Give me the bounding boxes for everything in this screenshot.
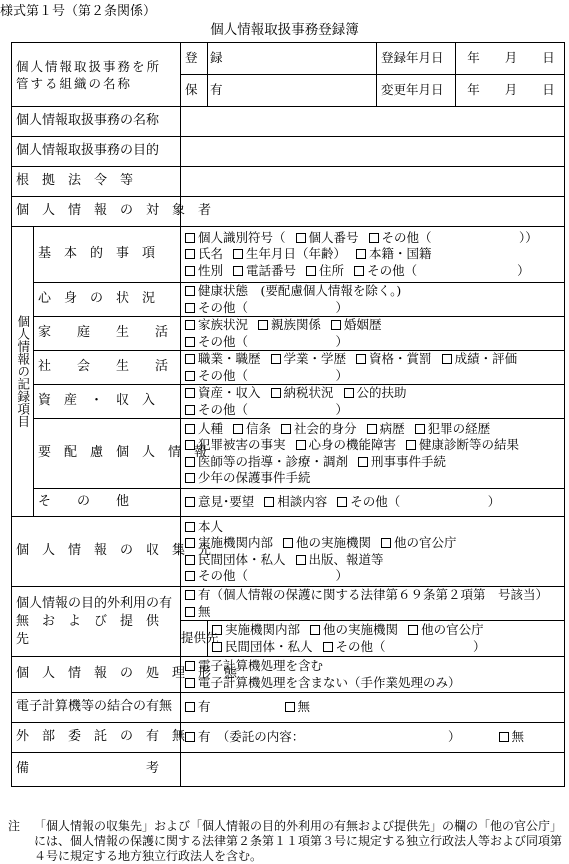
note-text: 「個人情報の収集先」および「個人情報の目的外利用の有無および提供先」の欄の「他の官公庁」には、個人情報の保護に関する法律第２条第１１項第３号に規定する独立行政法人等および同項第４号に規定する地方独立行政法人を含む。 bbox=[34, 819, 563, 863]
checkbox-icon[interactable] bbox=[185, 473, 195, 483]
law-field[interactable] bbox=[181, 167, 565, 197]
link-label: 電子計算機等の結合の有無 bbox=[12, 693, 181, 723]
option-line bbox=[185, 519, 562, 536]
family-label: 家 庭 生 活 bbox=[34, 317, 181, 351]
checkbox-label: その他（ ） bbox=[367, 262, 530, 278]
checkbox-icon[interactable] bbox=[233, 266, 243, 276]
collect-label: 個 人 情 報 の 収 集 先 bbox=[12, 517, 181, 587]
checkbox-icon[interactable] bbox=[233, 249, 243, 259]
checkbox-option[interactable] bbox=[185, 519, 223, 536]
checkbox-option[interactable] bbox=[442, 351, 518, 368]
checkbox-label: 他の官公庁 bbox=[421, 622, 484, 637]
checkbox-option[interactable] bbox=[185, 437, 286, 454]
org-name-label: 個人情報取扱事務を所管する組織の名称 bbox=[12, 43, 181, 107]
checkbox-label: 学業・学歴 bbox=[283, 351, 347, 366]
checkbox-icon[interactable] bbox=[185, 607, 195, 617]
remarks-field[interactable] bbox=[181, 753, 565, 787]
option-line bbox=[185, 230, 562, 247]
checkbox-option[interactable] bbox=[344, 385, 407, 402]
checkbox-option[interactable] bbox=[296, 552, 384, 569]
checkbox-option[interactable] bbox=[212, 622, 300, 639]
checkbox-option[interactable] bbox=[185, 385, 261, 402]
reg-date-field[interactable]: 年 月 日 bbox=[456, 43, 565, 75]
checkbox-icon[interactable] bbox=[185, 354, 195, 364]
checkbox-label: 個人識別符号（ bbox=[198, 229, 286, 245]
other-label: そ の 他 bbox=[34, 489, 181, 517]
checkbox-option[interactable] bbox=[185, 494, 254, 511]
checkbox-label: 本籍・国籍 bbox=[369, 246, 432, 262]
checkbox-option[interactable] bbox=[258, 317, 321, 334]
process-options[interactable] bbox=[181, 657, 565, 693]
checkbox-option[interactable] bbox=[337, 494, 500, 511]
checkbox-icon[interactable] bbox=[212, 625, 222, 635]
checkbox-icon[interactable] bbox=[367, 424, 377, 434]
checkbox-label: 電話番号 bbox=[246, 262, 297, 278]
checkbox-label: 氏名 bbox=[198, 246, 224, 262]
registry-table bbox=[11, 42, 565, 787]
checkbox-option[interactable] bbox=[185, 300, 348, 317]
checkbox-icon[interactable] bbox=[185, 249, 195, 259]
option-line bbox=[185, 283, 562, 300]
outsource-label: 外 部 委 託 の 有 無 bbox=[12, 723, 181, 753]
checkbox-icon[interactable] bbox=[185, 303, 195, 313]
work-name-field[interactable] bbox=[181, 107, 565, 137]
checkbox-label: 民間団体・私人 bbox=[225, 638, 313, 654]
checkbox-icon[interactable] bbox=[185, 457, 195, 467]
checkbox-label: 他の官公庁 bbox=[394, 535, 457, 550]
checkbox-icon[interactable] bbox=[331, 320, 341, 330]
checkbox-option[interactable] bbox=[185, 454, 348, 471]
checkbox-icon[interactable] bbox=[499, 732, 509, 742]
checkbox-option[interactable] bbox=[233, 421, 271, 438]
checkbox-icon[interactable] bbox=[306, 266, 316, 276]
checkbox-icon[interactable] bbox=[381, 538, 391, 548]
sensitive-options[interactable] bbox=[181, 419, 565, 489]
work-name-label: 個人情報取扱事務の名称 bbox=[12, 107, 181, 137]
other-options[interactable] bbox=[181, 489, 565, 517]
checkbox-icon[interactable] bbox=[408, 625, 418, 635]
checkbox-label: 社会的身分 bbox=[294, 420, 357, 436]
checkbox-icon[interactable] bbox=[281, 424, 291, 434]
checkbox-option[interactable] bbox=[408, 622, 484, 639]
checkbox-label: その他（ ） bbox=[198, 333, 349, 349]
checkbox-label: 他の実施機関 bbox=[296, 535, 372, 550]
checkbox-icon[interactable] bbox=[185, 661, 195, 671]
checkbox-option[interactable] bbox=[212, 639, 313, 656]
register-label: 登 録 bbox=[181, 43, 208, 75]
checkbox-option[interactable] bbox=[185, 675, 461, 692]
option-line bbox=[185, 300, 562, 317]
checkbox-label: 出版、報道等 bbox=[308, 551, 384, 567]
checkbox-icon[interactable] bbox=[356, 249, 366, 259]
checkbox-icon[interactable] bbox=[185, 266, 195, 276]
checkbox-icon[interactable] bbox=[185, 388, 195, 398]
option-line bbox=[185, 552, 562, 569]
checkbox-icon[interactable] bbox=[296, 233, 306, 243]
checkbox-icon[interactable] bbox=[185, 405, 195, 415]
reg-date-label: 登録年月日 bbox=[377, 43, 456, 75]
checkbox-label: 本人 bbox=[198, 518, 224, 534]
checkbox-option[interactable] bbox=[306, 263, 344, 280]
checkbox-label: その他（ ） bbox=[335, 638, 486, 654]
checkbox-icon[interactable] bbox=[185, 371, 195, 381]
checkbox-label: その他（ ）） bbox=[381, 229, 538, 245]
checkbox-option[interactable] bbox=[185, 368, 348, 385]
checkbox-icon[interactable] bbox=[283, 538, 293, 548]
checkbox-label: 家族状況 bbox=[198, 317, 249, 332]
checkbox-option[interactable] bbox=[185, 283, 401, 300]
option-line bbox=[212, 622, 562, 639]
checkbox-option[interactable] bbox=[185, 230, 286, 247]
checkbox-icon[interactable] bbox=[185, 590, 195, 600]
checkbox-icon[interactable] bbox=[296, 555, 306, 565]
checkbox-icon[interactable] bbox=[310, 625, 320, 635]
checkbox-option[interactable] bbox=[233, 246, 346, 263]
checkbox-icon[interactable] bbox=[185, 702, 195, 712]
checkbox-option[interactable] bbox=[283, 535, 371, 552]
checkbox-icon[interactable] bbox=[356, 354, 366, 364]
checkbox-option[interactable] bbox=[358, 454, 446, 471]
hold-label: 保 有 bbox=[181, 75, 208, 107]
checkbox-option[interactable] bbox=[354, 263, 530, 280]
register-field[interactable] bbox=[208, 43, 377, 75]
checkbox-label: その他（ ） bbox=[350, 494, 501, 510]
checkbox-icon[interactable] bbox=[185, 522, 195, 532]
remarks-label: 備 考 bbox=[12, 753, 181, 787]
provide-label: 提供先 bbox=[181, 621, 208, 657]
checkbox-label: 性別 bbox=[198, 262, 224, 278]
option-line bbox=[185, 675, 562, 692]
checkbox-icon[interactable] bbox=[185, 424, 195, 434]
option-line bbox=[185, 658, 562, 675]
work-purpose-field[interactable] bbox=[181, 137, 565, 167]
checkbox-icon[interactable] bbox=[369, 233, 379, 243]
checkbox-option[interactable] bbox=[271, 385, 334, 402]
checkbox-label: 電子計算機処理を含む bbox=[198, 658, 324, 673]
mind-label: 心 身 の 状 況 bbox=[34, 283, 181, 317]
checkbox-option[interactable] bbox=[185, 421, 223, 438]
checkbox-icon[interactable] bbox=[233, 424, 243, 434]
checkbox-icon[interactable] bbox=[354, 266, 364, 276]
link-options[interactable]: 有 無 bbox=[181, 693, 565, 723]
checkbox-icon[interactable] bbox=[185, 286, 195, 296]
checkbox-label: 住所 bbox=[319, 262, 345, 278]
footnote bbox=[8, 819, 564, 864]
checkbox-option[interactable] bbox=[296, 437, 397, 454]
checkbox-option[interactable] bbox=[185, 334, 348, 351]
option-line bbox=[212, 639, 562, 656]
checkbox-option[interactable] bbox=[233, 263, 296, 280]
checkbox-label: 意見･要望 bbox=[198, 494, 255, 510]
checkbox-option[interactable] bbox=[185, 317, 248, 334]
option-line bbox=[185, 470, 562, 487]
option-line bbox=[185, 535, 562, 552]
option-line bbox=[185, 385, 562, 402]
checkbox-option[interactable] bbox=[369, 230, 538, 247]
checkbox-option[interactable] bbox=[185, 535, 273, 552]
checkbox-label: 実施機関内部 bbox=[225, 622, 301, 637]
mind-options[interactable] bbox=[181, 283, 565, 317]
checkbox-icon[interactable] bbox=[264, 497, 274, 507]
checkbox-icon[interactable] bbox=[185, 555, 195, 565]
subject-label: 個 人 情 報 の 対 象 者 bbox=[12, 197, 181, 227]
family-options[interactable] bbox=[181, 317, 565, 351]
option-line bbox=[185, 317, 562, 334]
form-number: 様式第１号（第２条関係） bbox=[0, 4, 157, 19]
basic-label: 基 本 的 事 項 bbox=[34, 227, 181, 283]
checkbox-option[interactable] bbox=[185, 552, 286, 569]
checkbox-label: 健康診断等の結果 bbox=[419, 437, 520, 452]
option-line bbox=[185, 246, 562, 263]
checkbox-label: その他（ ） bbox=[198, 367, 349, 383]
checkbox-icon[interactable] bbox=[296, 440, 306, 450]
hold-field[interactable] bbox=[208, 75, 377, 107]
checkbox-label: 親族関係 bbox=[271, 317, 322, 332]
checkbox-label: 公的扶助 bbox=[356, 385, 407, 400]
checkbox-option[interactable] bbox=[296, 230, 359, 247]
checkbox-icon[interactable] bbox=[323, 642, 333, 652]
provide-options[interactable] bbox=[208, 621, 565, 657]
checkbox-option[interactable] bbox=[406, 437, 519, 454]
checkbox-option[interactable] bbox=[331, 317, 382, 334]
page-title: 個人情報取扱事務登録簿 bbox=[210, 22, 359, 38]
option-line bbox=[185, 263, 562, 280]
checkbox-label: 個人番号 bbox=[308, 229, 359, 245]
checkbox-label: 実施機関内部 bbox=[198, 535, 274, 550]
option-line bbox=[185, 437, 562, 454]
option-line bbox=[185, 402, 562, 419]
chg-date-field[interactable]: 年 月 日 bbox=[456, 75, 565, 107]
option-line bbox=[185, 368, 562, 385]
process-label: 個 人 情 報 の 処 理 形 態 bbox=[12, 657, 181, 693]
option-line bbox=[185, 494, 562, 511]
record-items-label: 個人情報の記録項目 bbox=[12, 227, 34, 517]
collect-options[interactable] bbox=[181, 517, 565, 587]
checkbox-label: 健康状態 (要配慮個人情報を除く。) bbox=[198, 283, 402, 298]
checkbox-label: 電子計算機処理を含まない（手作業処理のみ） bbox=[198, 674, 461, 690]
checkbox-option[interactable] bbox=[310, 622, 398, 639]
checkbox-label: 婚姻歴 bbox=[344, 317, 382, 332]
checkbox-option[interactable] bbox=[281, 421, 357, 438]
checkbox-icon[interactable] bbox=[258, 320, 268, 330]
checkbox-icon[interactable] bbox=[212, 642, 222, 652]
sensitive-label: 要 配 慮 個 人 情 報 bbox=[34, 419, 181, 489]
checkbox-option[interactable] bbox=[185, 470, 311, 487]
option-line bbox=[185, 351, 562, 368]
checkbox-icon[interactable] bbox=[406, 440, 416, 450]
checkbox-icon[interactable] bbox=[185, 497, 195, 507]
checkbox-option[interactable] bbox=[271, 351, 347, 368]
checkbox-label: 心身の機能障害 bbox=[308, 437, 397, 452]
checkbox-icon[interactable] bbox=[185, 538, 195, 548]
checkbox-icon[interactable] bbox=[415, 424, 425, 434]
checkbox-icon[interactable] bbox=[344, 388, 354, 398]
checkbox-label: 資格・賞罰 bbox=[369, 351, 432, 366]
checkbox-icon[interactable] bbox=[185, 678, 195, 688]
checkbox-option[interactable] bbox=[367, 421, 405, 438]
checkbox-label: 少年の保護事件手続 bbox=[198, 470, 311, 485]
checkbox-icon[interactable] bbox=[337, 497, 347, 507]
checkbox-option[interactable] bbox=[185, 402, 348, 419]
checkbox-label: その他（ ） bbox=[198, 299, 349, 315]
checkbox-icon[interactable] bbox=[185, 571, 195, 581]
checkbox-icon[interactable] bbox=[442, 354, 452, 364]
checkbox-option[interactable] bbox=[323, 639, 486, 656]
purpose-out-label: 個人情報の目的外利用の有 無 お よ び 提 供 先 bbox=[12, 587, 181, 657]
note-key: 注 bbox=[8, 819, 21, 833]
checkbox-option[interactable] bbox=[264, 494, 327, 511]
checkbox-label: 人種 bbox=[198, 420, 224, 436]
asset-options[interactable] bbox=[181, 385, 565, 419]
checkbox-icon[interactable] bbox=[358, 457, 368, 467]
option-line bbox=[185, 334, 562, 351]
chg-date-label: 変更年月日 bbox=[377, 75, 456, 107]
option-line bbox=[185, 421, 562, 438]
outsource-options[interactable]: 有 （委託の内容： ） 無 bbox=[181, 723, 565, 753]
checkbox-option[interactable] bbox=[185, 246, 223, 263]
checkbox-label: 民間団体・私人 bbox=[198, 551, 286, 567]
subject-field[interactable] bbox=[181, 197, 565, 227]
social-label: 社 会 生 活 bbox=[34, 351, 181, 385]
checkbox-label: 医師等の指導・診療・調剤 bbox=[198, 453, 349, 469]
checkbox-label: 犯罪被害の事実 bbox=[198, 437, 286, 452]
law-label: 根 拠 法 令 等 bbox=[12, 167, 181, 197]
checkbox-label: 病歴 bbox=[379, 420, 405, 436]
checkbox-option[interactable] bbox=[185, 351, 261, 368]
social-options[interactable] bbox=[181, 351, 565, 385]
checkbox-label: 他の実施機関 bbox=[323, 622, 399, 637]
checkbox-icon[interactable] bbox=[185, 320, 195, 330]
checkbox-option[interactable] bbox=[185, 658, 323, 675]
checkbox-label: その他（ ） bbox=[198, 568, 349, 583]
checkbox-label: その他（ ） bbox=[198, 401, 349, 417]
checkbox-label: 相談内容 bbox=[277, 494, 328, 510]
checkbox-icon[interactable] bbox=[271, 354, 281, 364]
basic-options[interactable] bbox=[181, 227, 565, 283]
checkbox-icon[interactable] bbox=[185, 337, 195, 347]
checkbox-option[interactable] bbox=[381, 535, 457, 552]
checkbox-label: 職業・職歴 bbox=[198, 351, 261, 366]
checkbox-option[interactable] bbox=[185, 263, 223, 280]
checkbox-option[interactable] bbox=[415, 421, 491, 438]
checkbox-icon[interactable] bbox=[185, 732, 195, 742]
asset-label: 資 産 ・ 収 入 bbox=[34, 385, 181, 419]
purpose-out-options[interactable]: 有（個人情報の保護に関する法律第６９条第２項第 号該当） 無 bbox=[181, 587, 565, 621]
option-line bbox=[185, 568, 562, 585]
checkbox-label: 納税状況 bbox=[283, 385, 334, 400]
option-line bbox=[185, 454, 562, 471]
checkbox-option[interactable] bbox=[356, 351, 432, 368]
checkbox-label: 成績・評価 bbox=[454, 351, 518, 366]
checkbox-label: 犯罪の経歴 bbox=[427, 420, 491, 436]
checkbox-icon[interactable] bbox=[271, 388, 281, 398]
checkbox-label: 刑事事件手続 bbox=[371, 453, 447, 469]
checkbox-label: 資産・収入 bbox=[198, 385, 261, 400]
checkbox-option[interactable] bbox=[185, 568, 348, 585]
checkbox-option[interactable] bbox=[356, 246, 432, 263]
checkbox-icon[interactable] bbox=[285, 702, 295, 712]
checkbox-label: 信条 bbox=[246, 420, 272, 436]
checkbox-icon[interactable] bbox=[185, 233, 195, 243]
checkbox-icon[interactable] bbox=[185, 440, 195, 450]
checkbox-label: 生年月日（年齢） bbox=[246, 246, 347, 262]
work-purpose-label: 個人情報取扱事務の目的 bbox=[12, 137, 181, 167]
